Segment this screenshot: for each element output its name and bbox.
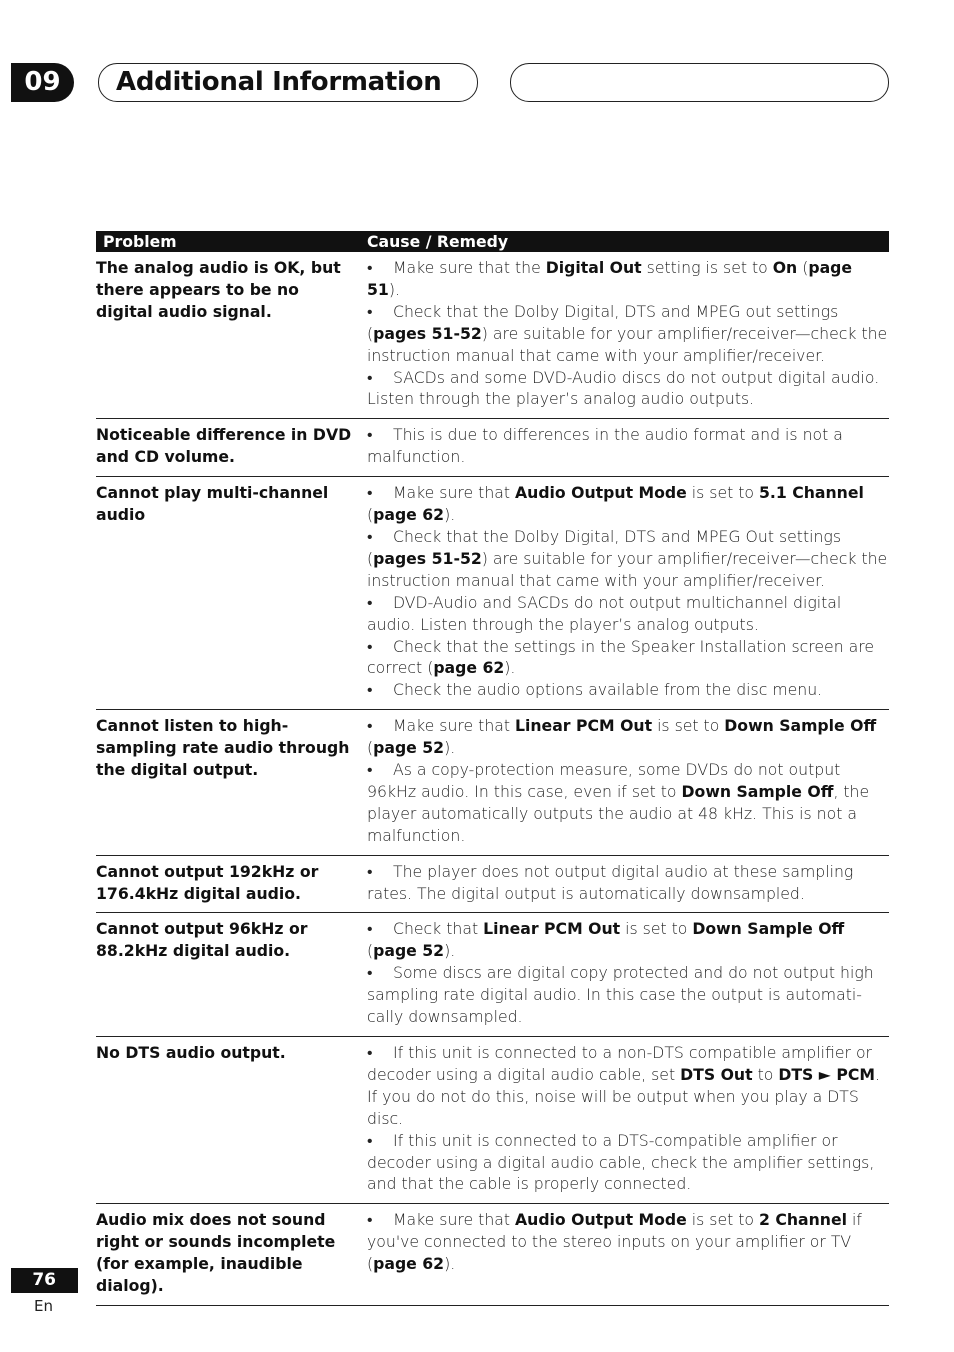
remedy-emphasis: page 62 — [373, 505, 445, 525]
table-header-row — [96, 231, 889, 252]
remedy-item — [367, 636, 889, 680]
remedy-text: if you've connected to the stereo inputs on your amplifier or TV ( — [367, 1210, 862, 1274]
remedy-cell — [366, 419, 889, 477]
remedy-item — [367, 715, 889, 759]
remedy-item — [367, 962, 889, 1028]
remedy-text: to — [752, 1064, 779, 1084]
remedy-text: setting is set to — [641, 258, 773, 277]
remedy-emphasis: Down Sample Off — [692, 919, 845, 939]
remedy-emphasis: DTS ► PCM — [778, 1064, 875, 1084]
remedy-emphasis: Audio Output Mode — [515, 483, 687, 503]
remedy-text: ( — [367, 941, 374, 961]
remedy-emphasis: page 62 — [373, 1254, 445, 1274]
problem-cell: Audio mix does not sound right or sounds incomplete (for example, inaudible dialog). — [96, 1204, 366, 1306]
remedy-text: ) are suitable for your amplifier/receiver—check the instruction manual that came with your amplifier/receiver. — [367, 323, 888, 365]
remedy-text: is set to — [620, 919, 693, 939]
remedy-emphasis: pages 51-52 — [373, 323, 482, 343]
remedy-text: ). — [444, 738, 456, 758]
remedy-item — [367, 679, 889, 701]
remedy-item — [367, 301, 889, 367]
chapter-number-badge: 09 — [11, 63, 74, 102]
table-row — [96, 252, 889, 419]
table-row — [96, 855, 889, 913]
bullet-icon: • — [367, 861, 373, 881]
remedy-cell — [366, 913, 889, 1037]
remedy-text: Check that — [393, 919, 484, 939]
column-header-problem: Problem — [96, 231, 366, 252]
remedy-emphasis: Digital Out — [545, 258, 642, 277]
bullet-icon: • — [367, 636, 373, 656]
remedy-text: Check that the settings in the Speaker Installation screen are correct ( — [367, 636, 875, 678]
remedy-text: Check that the Dolby Digital, DTS and MPEG out settings ( — [367, 301, 839, 343]
remedy-text: Make sure that — [393, 1210, 516, 1230]
remedy-text: ( — [797, 258, 809, 277]
problem-cell: No DTS audio output. — [96, 1037, 366, 1204]
remedy-text: This is due to differences in the audio format and is not a malfunction. — [367, 425, 843, 467]
remedy-cell — [366, 710, 889, 855]
remedy-text: ( — [367, 738, 374, 758]
remedy-emphasis: Down Sample Off — [724, 716, 877, 736]
remedy-text: As a copy-protection measure, some DVDs do not output 96kHz audio. In this case, even if set to — [367, 760, 841, 801]
problem-cell: Cannot listen to high-sampling rate audio through the digital output. — [96, 710, 366, 855]
remedy-text: Make sure that the — [393, 258, 546, 277]
bullet-icon: • — [367, 301, 373, 321]
bullet-icon: • — [367, 483, 373, 503]
table-row — [96, 913, 889, 1037]
remedy-text: ). — [388, 279, 400, 299]
remedy-text: If this unit is connected to a non-DTS compatible amplifier or decoder using a digital audio cable, set — [367, 1043, 872, 1084]
remedy-cell — [366, 252, 889, 419]
remedy-emphasis: Linear PCM Out — [515, 716, 653, 736]
page-number: 76 — [32, 1270, 56, 1290]
page-number-badge — [11, 1268, 78, 1293]
remedy-text: is set to — [686, 483, 759, 503]
bullet-icon: • — [367, 1210, 373, 1230]
remedy-text: Check the audio options available from the disc menu. — [393, 680, 823, 700]
remedy-item — [367, 367, 889, 411]
remedy-item — [367, 424, 889, 468]
remedy-item — [367, 918, 889, 962]
remedy-emphasis: page 51 — [367, 258, 853, 299]
remedy-cell — [366, 855, 889, 913]
remedy-item — [367, 759, 889, 847]
remedy-emphasis: 5.1 Channel — [759, 483, 864, 503]
bullet-icon: • — [367, 919, 373, 939]
page-title: Additional Information — [116, 67, 442, 97]
remedy-text: The player does not output digital audio at these sampling rates. The digital output is automatically downsampled. — [367, 861, 854, 903]
bullet-icon: • — [367, 760, 373, 780]
remedy-text: If this unit is connected to a DTS-compatible amplifier or decoder using a digital audio cable, check the amplifier settings, and that the cable is properly connected. — [367, 1130, 875, 1194]
remedy-text: ). — [504, 658, 516, 678]
remedy-text: . If you do not do this, noise will be output when you play a DTS disc. — [367, 1064, 880, 1128]
remedy-cell — [366, 477, 889, 710]
bullet-icon: • — [367, 592, 373, 612]
remedy-item — [367, 526, 889, 592]
table-row — [96, 419, 889, 477]
bullet-icon: • — [367, 367, 373, 387]
bullet-icon: • — [367, 680, 373, 700]
language-code: En — [34, 1297, 53, 1315]
table-row — [96, 1204, 889, 1306]
remedy-emphasis: page 52 — [373, 738, 445, 758]
section-title-box — [98, 63, 478, 102]
remedy-item — [367, 592, 889, 636]
table-row — [96, 1037, 889, 1204]
remedy-text: is set to — [652, 716, 725, 736]
remedy-emphasis: Linear PCM Out — [483, 919, 621, 939]
bullet-icon: • — [367, 963, 373, 983]
remedy-text: , the player automatically outputs the audio at 48 kHz. This is not a malfunction. — [367, 781, 870, 845]
table-row — [96, 710, 889, 855]
bullet-icon: • — [367, 258, 373, 277]
bullet-icon: • — [367, 716, 373, 736]
troubleshooting-table — [96, 231, 889, 1306]
remedy-cell — [366, 1204, 889, 1306]
remedy-emphasis: 2 Channel — [759, 1210, 847, 1230]
table-row — [96, 477, 889, 710]
remedy-text: ). — [444, 941, 456, 961]
remedy-text: Make sure that — [393, 483, 516, 503]
remedy-emphasis: On — [772, 258, 798, 277]
problem-cell: The analog audio is OK, but there appears to be no digital audio signal. — [96, 252, 366, 419]
remedy-text: ). — [444, 1254, 456, 1274]
remedy-text: Some discs are digital copy protected and do not output high sampling rate digital audio. In this case the output is automati-cally downsampled. — [367, 963, 874, 1027]
remedy-item — [367, 482, 889, 526]
bullet-icon: • — [367, 526, 373, 546]
table-body — [96, 252, 889, 1305]
remedy-emphasis: DTS Out — [680, 1064, 753, 1084]
remedy-item — [367, 257, 889, 301]
remedy-emphasis: pages 51-52 — [373, 548, 482, 568]
column-header-cause: Cause / Remedy — [366, 231, 889, 252]
remedy-text: ) are suitable for your amplifier/receiver—check the instruction manual that came with your amplifier/receiver. — [367, 548, 888, 590]
bullet-icon: • — [367, 425, 373, 445]
remedy-item — [367, 1042, 889, 1130]
problem-cell: Cannot play multi-channel audio — [96, 477, 366, 710]
remedy-text: Check that the Dolby Digital, DTS and MPEG Out settings ( — [367, 526, 841, 568]
bullet-icon: • — [367, 1130, 373, 1150]
remedy-text: DVD-Audio and SACDs do not output multichannel digital audio. Listen through the player’s analog outputs. — [367, 592, 842, 634]
remedy-item — [367, 861, 889, 905]
remedy-item — [367, 1209, 889, 1275]
problem-cell: Cannot output 96kHz or 88.2kHz digital audio. — [96, 913, 366, 1037]
remedy-text: ). — [444, 505, 456, 525]
remedy-emphasis: Down Sample Off — [681, 781, 834, 801]
bullet-icon: • — [367, 1043, 373, 1062]
remedy-text: SACDs and some DVD-Audio discs do not output digital audio. Listen through the player’s analog audio outputs. — [367, 367, 880, 409]
empty-title-box — [510, 63, 889, 102]
remedy-emphasis: page 52 — [373, 941, 445, 961]
remedy-cell — [366, 1037, 889, 1204]
remedy-emphasis: Audio Output Mode — [515, 1210, 687, 1230]
remedy-text: is set to — [686, 1210, 759, 1230]
remedy-text: Make sure that — [393, 716, 516, 736]
problem-cell: Cannot output 192kHz or 176.4kHz digital audio. — [96, 855, 366, 913]
remedy-item — [367, 1130, 889, 1196]
remedy-text: ( — [367, 505, 374, 525]
problem-cell: Noticeable difference in DVD and CD volume. — [96, 419, 366, 477]
remedy-emphasis: page 62 — [433, 658, 505, 678]
